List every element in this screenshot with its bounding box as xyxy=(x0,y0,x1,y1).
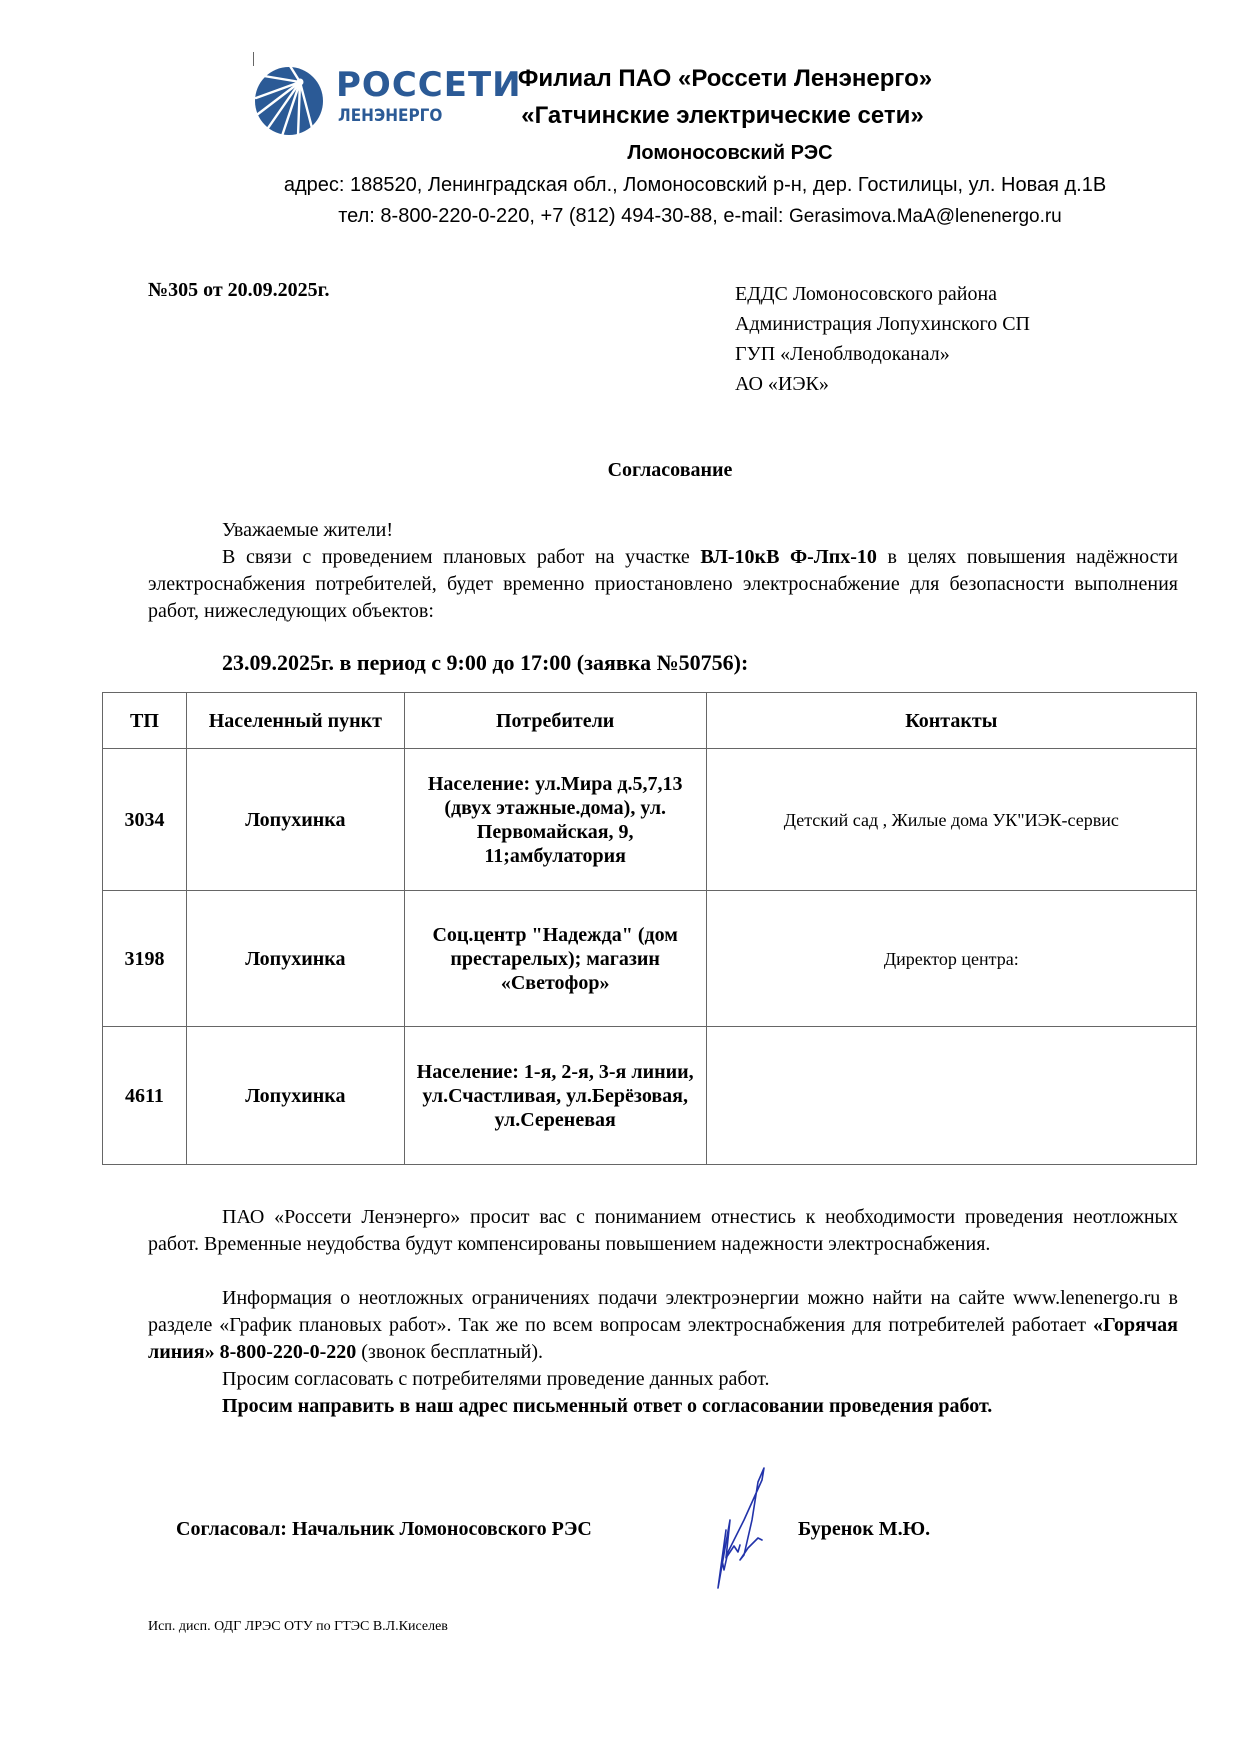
outage-date-line: 23.09.2025г. в период с 9:00 до 17:00 (заявка №50756): xyxy=(222,650,749,675)
signatory-role: Согласовал: Начальник Ломоносовского РЭС xyxy=(176,1518,592,1540)
cell-tp: 3198 xyxy=(103,891,187,1027)
intro-paragraph xyxy=(148,544,1178,625)
header-consumers: Потребители xyxy=(404,693,706,749)
outage-table xyxy=(102,692,1197,1165)
phone-numbers: тел: 8-800-220-0-220, +7 (812) 494-30-88, e-mail: xyxy=(338,205,789,227)
cell-settlement: Лопухинка xyxy=(186,1027,404,1165)
table-row xyxy=(103,891,1197,1027)
logo-brand: РОССЕТИ xyxy=(336,65,522,105)
recipient: ЕДДС Ломоносовского района xyxy=(735,283,998,305)
line-name: ВЛ-10кВ Ф-Лпх-10 xyxy=(700,546,877,568)
info-text-rest: (звонок бесплатный). xyxy=(356,1341,544,1363)
cell-contacts xyxy=(706,1027,1196,1165)
closing-request: Просим согласовать с потребителями проведение данных работ. xyxy=(222,1368,770,1390)
letterhead-branch: «Гатчинские электрические сети» xyxy=(521,102,924,129)
header-tp: ТП xyxy=(103,693,187,749)
greeting: Уважаемые жители! xyxy=(222,519,393,541)
cell-contacts: Детский сад , Жилые дома УК"ИЭК-сервис xyxy=(706,749,1196,891)
recipient: ГУП «Леноблводоканал» xyxy=(735,343,950,365)
cell-consumers: Население: 1-я, 2-я, 3-я линии, ул.Счастливая, ул.Берёзовая, ул.Сереневая xyxy=(404,1027,706,1165)
recipient: Администрация Лопухинского СП xyxy=(735,313,1030,335)
cell-consumers: Соц.центр "Надежда" (дом престарелых); магазин «Светофор» xyxy=(404,891,706,1027)
logo-divider xyxy=(253,52,254,66)
document-title: Согласование xyxy=(607,459,733,481)
recipients-list xyxy=(735,279,1030,399)
document-number: №305 от 20.09.2025г. xyxy=(148,279,330,301)
info-text: Информация о неотложных ограничениях подачи электроэнергии можно найти на сайте www.lenenergo.ru в разделе «График плановых работ». Так же по всем вопросам электроснабжения для потребителей работает xyxy=(148,1287,1178,1336)
letterhead-contacts xyxy=(0,205,1240,228)
closing-request-reply: Просим направить в наш адрес письменный ответ о согласовании проведения работ. xyxy=(222,1395,993,1417)
cell-settlement: Лопухинка xyxy=(186,749,404,891)
table-row xyxy=(103,749,1197,891)
closing-paragraph-info xyxy=(148,1285,1178,1366)
table-row xyxy=(103,1027,1197,1165)
header-contacts: Контакты xyxy=(706,693,1196,749)
letterhead-address: адрес: 188520, Ленинградская обл., Ломоносовский р-н, дер. Гостилицы, ул. Новая д.1В xyxy=(283,174,1107,196)
logo-subbrand: ЛЕНЭНЕРГО xyxy=(338,106,443,126)
cell-contacts: Директор центра: xyxy=(706,891,1196,1027)
hotline: «Горячая линия» 8-800-220-0-220 xyxy=(148,1314,1178,1363)
intro-text-rest: в целях повышения надёжности электроснабжения потребителей, будет временно приостановлено электроснабжение для безопасности выполнения работ, нижеследующих объектов: xyxy=(148,546,1178,622)
email-link[interactable]: Gerasimova.MaA@lenenergo.ru xyxy=(789,206,1062,227)
cell-settlement: Лопухинка xyxy=(186,891,404,1027)
closing-paragraph-apology: ПАО «Россети Ленэнерго» просит вас с пониманием отнестись к необходимости проведения неотложных работ. Временные неудобства будут компенсированы повышением надежности электроснабжения. xyxy=(148,1206,1178,1255)
signatory-name: Буренок М.Ю. xyxy=(798,1518,931,1540)
intro-text: В связи с проведением плановых работ на участке xyxy=(222,546,701,568)
cell-tp: 4611 xyxy=(103,1027,187,1165)
header-settlement: Населенный пункт xyxy=(186,693,404,749)
table-header-row xyxy=(103,693,1197,749)
recipient: АО «ИЭК» xyxy=(735,373,829,395)
cell-consumers: Население: ул.Мира д.5,7,13 (двух этажные.дома), ул. Первомайская, 9, 11;амбулатория xyxy=(404,749,706,891)
cell-tp: 3034 xyxy=(103,749,187,891)
letterhead-district: Ломоносовский РЭС xyxy=(627,142,833,164)
executor-note: Исп. дисп. ОДГ ЛРЭС ОТУ по ГТЭС В.Л.Киселев xyxy=(148,1619,448,1634)
letterhead-company: Филиал ПАО «Россети Ленэнерго» xyxy=(517,65,933,92)
handwritten-signature-icon xyxy=(704,1460,784,1600)
